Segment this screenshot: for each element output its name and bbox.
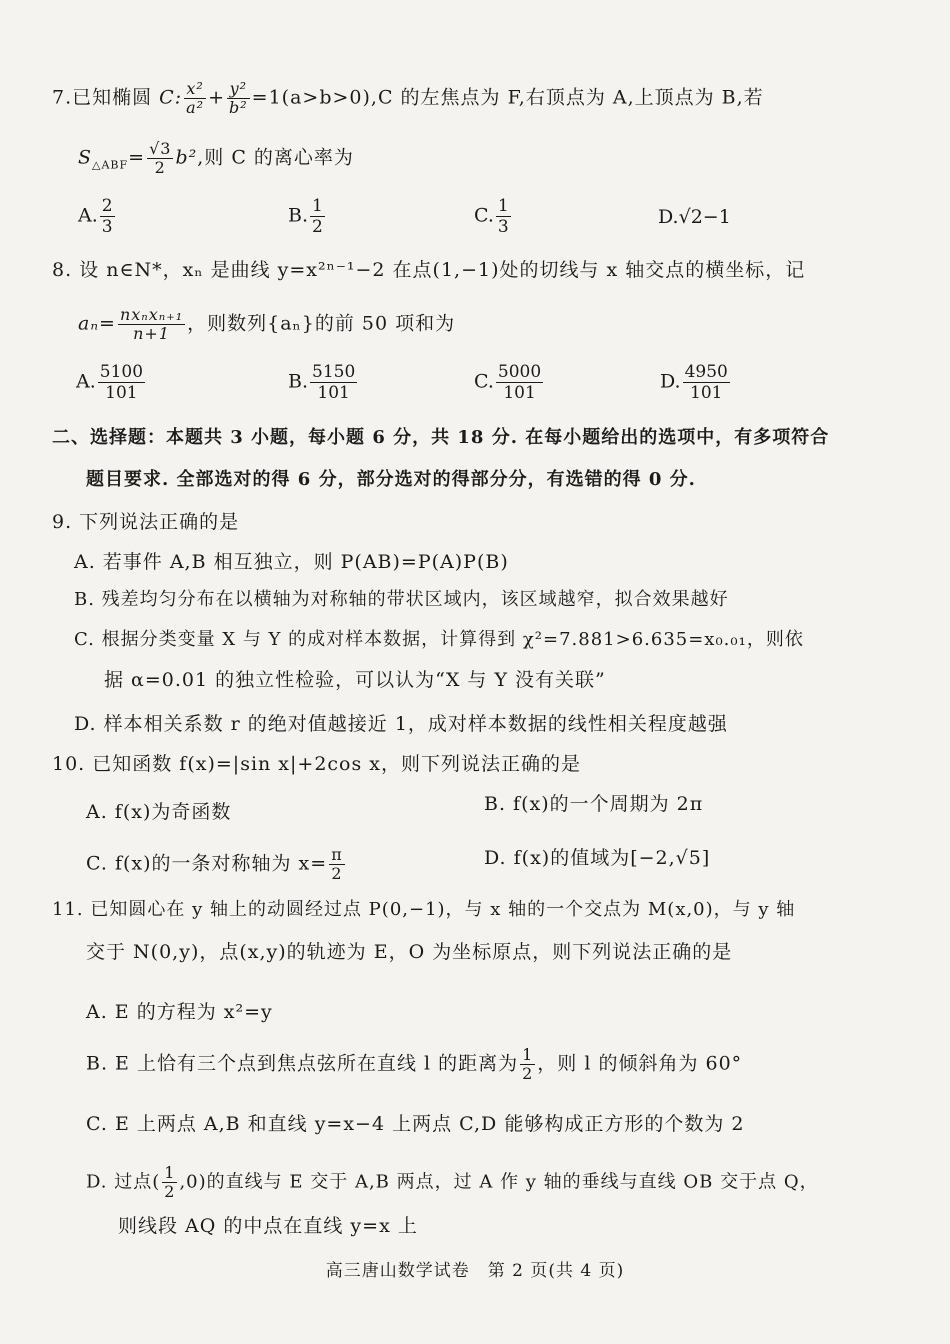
q7-option-c-den: 3 xyxy=(497,217,509,237)
q7-stem-line1: 7.已知椭圆 C: $\frac{\text{x²}}{\text{a²}}$ + $\frac{\text{y²}}{\text{b²}}$ =1(a>b>0),C 的左焦点为 F,右顶点为 A,上顶点为 B,若 xyxy=(52,79,764,117)
q7-area-eq: = xyxy=(128,146,146,169)
q7-eq-rest: =1(a>b>0) xyxy=(251,86,371,109)
q8-option-a-num: 5100 xyxy=(99,362,144,382)
q11-option-d-line2: 则线段 AQ 的中点在直线 y=x 上 xyxy=(118,1215,418,1237)
q10-option-a: A. f(x)为奇函数 xyxy=(86,801,232,823)
q11-option-d-text: D. 过点( xyxy=(86,1171,161,1193)
q7-area-sub: △ABF xyxy=(92,158,129,172)
q11-option-b-suffix: ，则 l 的倾斜角为 60° xyxy=(537,1052,743,1075)
q7-area-symbol: S xyxy=(78,146,93,169)
q11-option-d-suffix: ,0)的直线与 E 交于 A,B 两点，过 A 作 y 轴的垂线与直线 OB 交于点 Q， xyxy=(179,1171,819,1193)
q11-option-d-num: 1 xyxy=(164,1163,176,1182)
q8-option-c-label: C. xyxy=(474,370,494,393)
q11-option-b-num: 1 xyxy=(522,1045,534,1064)
q9-option-c-line1: C. 根据分类变量 X 与 Y 的成对样本数据，计算得到 χ²=7.881>6.635=x₀.₀₁，则依 xyxy=(74,629,804,650)
q7-option-c xyxy=(474,196,513,237)
q8-option-d xyxy=(660,362,732,403)
q7-stem-prefix: 7.已知椭圆 xyxy=(52,86,160,109)
q7-stem-suffix: ,C 的左焦点为 F,右顶点为 A,上顶点为 B,若 xyxy=(370,86,764,109)
q7-option-b-den: 2 xyxy=(312,217,323,237)
q8-option-c xyxy=(474,362,545,403)
q11-option-d-line1 xyxy=(86,1164,819,1201)
q8-option-b-den: 101 xyxy=(317,383,350,403)
q7-option-d-text: √2−1 xyxy=(678,206,731,228)
q7-frac-sqrt3 xyxy=(147,140,173,177)
q11-stem-line1: 11. 已知圆心在 y 轴上的动圆经过点 P(0,−1)，与 x 轴的一个交点为 M(x,0)，与 y 轴 xyxy=(52,899,796,920)
q7-option-a xyxy=(78,196,117,237)
q7-b2-tail: b² xyxy=(175,146,198,169)
q11-option-c: C. E 上两点 A,B 和直线 y=x−4 上两点 C,D 能够构成正方形的个数为 2 xyxy=(86,1113,745,1135)
q7-two: 2 xyxy=(154,158,166,177)
q10-option-d: D. f(x)的值域为[−2,√5] xyxy=(484,847,711,869)
q7-b2: b² xyxy=(229,98,248,117)
q7-frac-y xyxy=(227,80,250,117)
q8-option-a-label: A. xyxy=(76,370,96,393)
q7-option-c-num: 1 xyxy=(497,196,509,216)
q8-option-a xyxy=(76,362,147,403)
q8-option-b xyxy=(288,362,359,403)
q7-sqrt3: √3 xyxy=(149,139,172,158)
q10-option-c xyxy=(86,846,347,883)
page-footer: 高三唐山数学试卷 第 2 页(共 4 页) xyxy=(325,1261,625,1281)
q7-option-b xyxy=(288,196,327,237)
q11-stem-line2: 交于 N(0,y)，点(x,y)的轨迹为 E，O 为坐标原点，则下列说法正确的是 xyxy=(86,941,733,963)
q8-an-lhs: aₙ= xyxy=(78,312,116,335)
q7-y2: y² xyxy=(227,80,250,99)
q10-option-c-num: π xyxy=(331,845,343,864)
q11-option-b-den: 2 xyxy=(522,1064,534,1083)
q11-option-a: A. E 的方程为 x²=y xyxy=(86,1001,273,1023)
q8-option-d-label: D. xyxy=(660,370,681,393)
q7-option-a-num: 2 xyxy=(101,196,113,216)
q10-stem: 10. 已知函数 f(x)=|sin x|+2cos x，则下列说法正确的是 xyxy=(52,753,582,775)
q7-stem-line2-suffix: ,则 C 的离心率为 xyxy=(197,146,354,169)
q7-option-a-den: 3 xyxy=(101,217,113,237)
q8-an-num: nxₙxₙ₊₁ xyxy=(119,305,184,324)
q8-option-d-num: 4950 xyxy=(684,362,728,382)
q9-option-a: A. 若事件 A,B 相互独立，则 P(AB)=P(A)P(B) xyxy=(74,551,509,573)
q11-option-d-den: 2 xyxy=(164,1182,176,1201)
q8-an-frac xyxy=(118,306,185,343)
q9-option-c-line2: 据 α=0.01 的独立性检验，可以认为“X 与 Y 没有关联” xyxy=(104,669,606,691)
q8-stem-line1: 8. 设 n∈N*，xₙ 是曲线 y=x²ⁿ⁻¹−2 在点(1,−1)处的切线与 x 轴交点的横坐标，记 xyxy=(52,259,806,281)
q8-option-d-den: 101 xyxy=(690,383,723,403)
q10-option-b: B. f(x)的一个周期为 2π xyxy=(484,793,704,815)
q7-a2: a² xyxy=(186,98,205,117)
q7-ellipse-name: C: xyxy=(159,86,183,109)
q8-option-b-num: 5150 xyxy=(312,362,356,382)
q8-stem-line2-suffix: ，则数列{aₙ}的前 50 项和为 xyxy=(187,312,456,335)
q8-option-a-den: 101 xyxy=(105,383,138,403)
q11-option-b-text: B. E 上恰有三个点到焦点弦所在直线 l 的距离为 xyxy=(86,1052,519,1075)
q9-option-d: D. 样本相关系数 r 的绝对值越接近 1，成对样本数据的线性相关程度越强 xyxy=(74,713,728,735)
q8-option-b-label: B. xyxy=(288,370,309,393)
q7-option-d xyxy=(658,205,731,229)
q9-stem: 9. 下列说法正确的是 xyxy=(52,511,240,533)
q7-frac-x xyxy=(184,80,206,117)
q10-option-c-text: C. f(x)的一条对称轴为 x= xyxy=(86,852,328,875)
q7-option-d-label: D. xyxy=(658,206,679,228)
q8-an-den: n+1 xyxy=(133,324,170,343)
q11-option-b xyxy=(86,1046,742,1083)
q7-option-b-label: B. xyxy=(288,204,309,227)
q8-option-c-num: 5000 xyxy=(497,362,542,382)
q7-option-c-label: C. xyxy=(474,204,494,227)
q7-option-b-num: 1 xyxy=(312,196,323,216)
section2-heading-line2: 题目要求. 全部选对的得 6 分，部分选对的得部分分，有选错的得 0 分. xyxy=(86,469,696,490)
q7-x2: x² xyxy=(184,80,206,99)
q8-option-c-den: 101 xyxy=(503,383,536,403)
q10-option-c-den: 2 xyxy=(331,864,343,883)
q7-option-a-label: A. xyxy=(78,204,98,227)
q8-stem-line2 xyxy=(78,306,455,343)
section2-heading-line1: 二、选择题：本题共 3 小题，每小题 6 分，共 18 分. 在每小题给出的选项中，有多项符合 xyxy=(52,427,830,448)
q9-option-b: B. 残差均匀分布在以横轴为对称轴的带状区域内，该区域越窄，拟合效果越好 xyxy=(74,589,729,610)
q7-stem-line2 xyxy=(78,140,354,177)
